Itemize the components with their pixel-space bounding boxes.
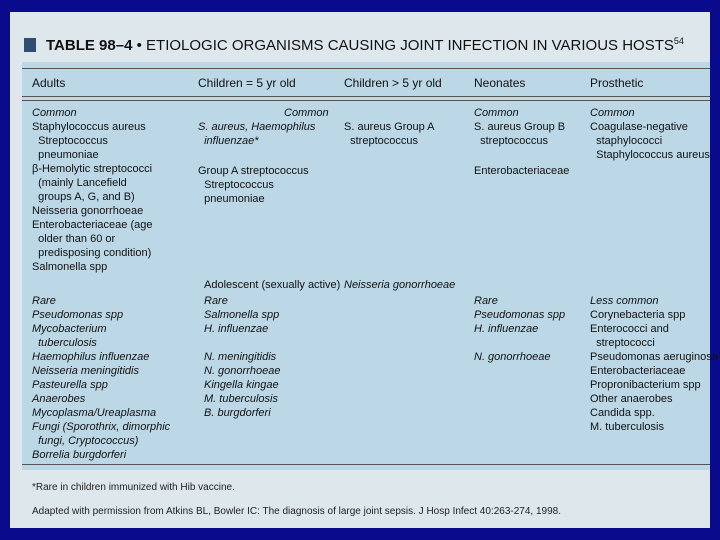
table-heading: ETIOLOGIC ORGANISMS CAUSING JOINT INFECTION IN VARIOUS HOSTS [146,37,674,54]
children-under5-adolescent: Adolescent (sexually active) [204,279,341,291]
table-number: TABLE 98–4 [46,37,133,54]
adults-rare-list: Pseudomonas spp Mycobacterium tuberculosis Haemophilus influenzae Neisseria meningitidis Pasteurella spp Anaerobes Mycoplasma/Ureaplasma Fungi (Sporothrix, dimorphic fungi, Cryptococcus) Borrelia burgdorferi [32,309,171,461]
children-over5-common-list: S. aureus Group A streptococcus [344,121,435,147]
title-reference: 54 [673,36,684,46]
slide-page [10,12,718,528]
children-under5-rare-label: Rare [204,295,228,307]
header-adults: Adults [32,76,66,90]
adults-common-list: Staphylococcus aureus Streptococcus pneumoniae β-Hemolytic streptococci (mainly Lancefield groups A, G, and B) Neisseria gonorrhoeae Enterobacteriaceae (age older than 60 or predisposing condition) Salmonella spp [32,121,153,273]
header-prosthetic: Prosthetic [590,76,644,90]
header-rule [22,96,710,97]
neonates-rare-label: Rare [474,295,498,307]
children-under5-common-label: Common [284,107,329,119]
table-title [24,30,710,60]
organisms-table [22,62,718,470]
children-under5-common-list: S. aureus, Haemophilus influenzae* [198,121,316,147]
children-under5-rare-list-2: N. meningitidis N. gonorrhoeae Kingella kingae M. tuberculosis B. burgdorferi [204,351,281,419]
neonates-common-list: S. aureus Group B streptococcus [474,121,566,147]
title-bullet: • [136,37,142,54]
adults-rare-label: Rare [32,295,56,307]
adults-common-label: Common [32,107,77,119]
children-over5-adolescent: Neisseria gonorrhoeae [344,279,456,291]
bottom-rule [22,464,710,465]
neonates-rare-list-2: N. gonorrhoeae [474,351,551,363]
table-footnote: *Rare in children immunized with Hib vaccine. [32,482,235,493]
neonates-common-list-2: Enterobacteriaceae [474,165,570,177]
neonates-common-label: Common [474,107,519,119]
children-under5-rare-list: Salmonella spp H. influenzae [204,309,280,335]
prosthetic-less-common-list: Corynebacteria spp Enterococci and streptococci Pseudomonas aeruginosa Enterobacteriaceae Propronibacterium spp Other anaerobes Candida spp. M. tuberculosis [590,309,718,433]
header-children-over5: Children > 5 yr old [344,76,442,90]
neonates-rare-list: Pseudomonas spp H. influenzae [474,309,566,335]
header-neonates: Neonates [474,76,526,90]
title-marker-icon [24,38,36,52]
header-rule-2 [22,100,710,101]
header-children-under5: Children = 5 yr old [198,76,296,90]
top-rule [22,68,710,69]
children-under5-common-list-2: Group A streptococcus Streptococcus pneumoniae [198,165,309,205]
table-source: Adapted with permission from Atkins BL, Bowler IC: The diagnosis of large joint sepsis. J Hosp Infect 40:263-274, 1998. [32,506,561,517]
prosthetic-common-label: Common [590,107,635,119]
prosthetic-common-list: Coagulase-negative staphylococci Staphylococcus aureus [590,121,710,161]
prosthetic-less-common-label: Less common [590,295,659,307]
